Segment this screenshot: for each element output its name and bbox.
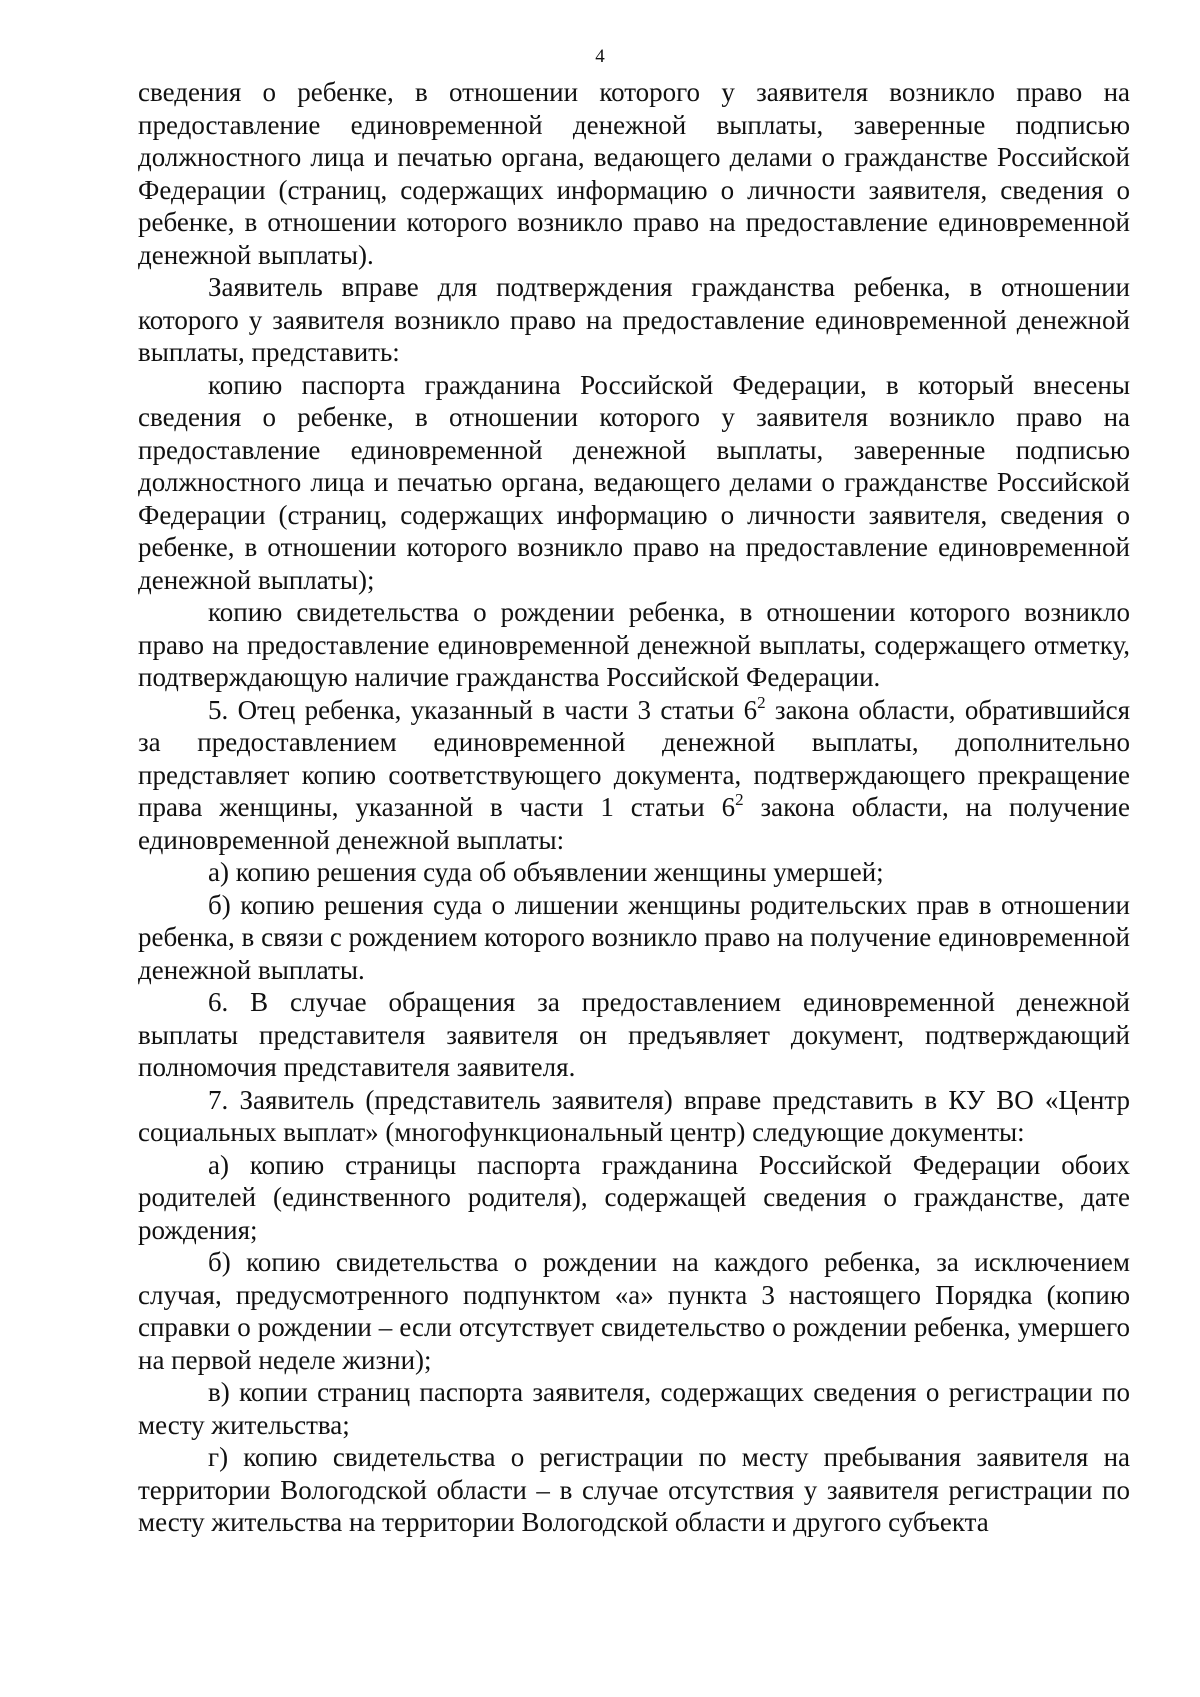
item-5-text-part-2: закона области, обратившийся за предоставлением единовременной денежной выплаты, дополнительно представляет копию соответствующего документа, подтверждающего прекращение права женщины, указанной в части 1 статьи 6 bbox=[138, 694, 1130, 822]
paragraph-item-5-father bbox=[138, 694, 1130, 857]
paragraph-item-7g: г) копию свидетельства о регистрации по месту пребывания заявителя на территории Вологодской области – в случае отсутствия у заявителя регистрации по месту жительства на территории Вологодской области и другого субъекта bbox=[138, 1442, 1130, 1537]
superscript-2: 2 bbox=[757, 692, 766, 712]
document-body bbox=[138, 76, 1130, 1539]
paragraph-birth-certificate-copy: копию свидетельства о рождении ребенка, в отношении которого возникло право на предоставление единовременной денежной выплаты, содержащего отметку, подтверждающую наличие гражданства Российской Федерации. bbox=[138, 597, 1130, 692]
page-number: 4 bbox=[595, 46, 605, 67]
paragraph-item-7v: в) копии страниц паспорта заявителя, содержащих сведения о регистрации по месту жительства; bbox=[138, 1377, 1130, 1440]
paragraph-item-6-representative: 6. В случае обращения за предоставлением единовременной денежной выплаты представителя заявителя он предъявляет документ, подтверждающий полномочия представителя заявителя. bbox=[138, 987, 1130, 1082]
superscript-2: 2 bbox=[735, 790, 744, 809]
paragraph-item-7-documents: 7. Заявитель (представитель заявителя) вправе представить в КУ ВО «Центр социальных выплат» (многофункциональный центр) следующие документы: bbox=[138, 1084, 1130, 1147]
paragraph-item-7b: б) копию свидетельства о рождении на каждого ребенка, за исключением случая, предусмотренного подпунктом «а» пункта 3 настоящего Порядка (копию справки о рождении – если отсутствует свидетельство о рождении ребенка, умершего на первой неделе жизни); bbox=[138, 1247, 1130, 1375]
paragraph-applicant-may-submit: Заявитель вправе для подтверждения гражданства ребенка, в отношении которого у заявителя возникло право на предоставление единовременной денежной выплаты, представить: bbox=[138, 272, 1130, 367]
paragraph-item-5b: б) копию решения суда о лишении женщины родительских прав в отношении ребенка, в связи с рождением которого возникло право на получение единовременной денежной выплаты. bbox=[138, 889, 1130, 985]
paragraph-passport-copy: копию паспорта гражданина Российской Федерации, в который внесены сведения о ребенке, в отношении которого у заявителя возникло право на предоставление единовременной денежной выплаты, заверенные подписью должностного лица и печатью органа, ведающего делами о гражданстве Российской Федерации (страниц, содержащих информацию о личности заявителя, сведения о ребенке, в отношении которого возникло право на предоставление единовременной денежной выплаты); bbox=[138, 369, 1130, 595]
paragraph-citizenship-pages-continued: сведения о ребенке, в отношении которого у заявителя возникло право на предоставление единовременной денежной выплаты, заверенные подписью должностного лица и печатью органа, ведающего делами о гражданстве Российской Федерации (страниц, содержащих информацию о личности заявителя, сведения о ребенке, в отношении которого возникло право на предоставление единовременной денежной выплаты). bbox=[138, 77, 1130, 270]
item-5-text-part-1: 5. Отец ребенка, указанный в части 3 статьи 6 bbox=[208, 694, 758, 725]
paragraph-item-7a: а) копию страницы паспорта гражданина Российской Федерации обоих родителей (единственного родителя), содержащей сведения о гражданстве, дате рождения; bbox=[138, 1149, 1130, 1245]
paragraph-item-5a: а) копию решения суда об объявлении женщины умершей; bbox=[208, 857, 884, 887]
item-5-text-part-3: закона области, на получение единовременной денежной выплаты: bbox=[138, 792, 1130, 855]
